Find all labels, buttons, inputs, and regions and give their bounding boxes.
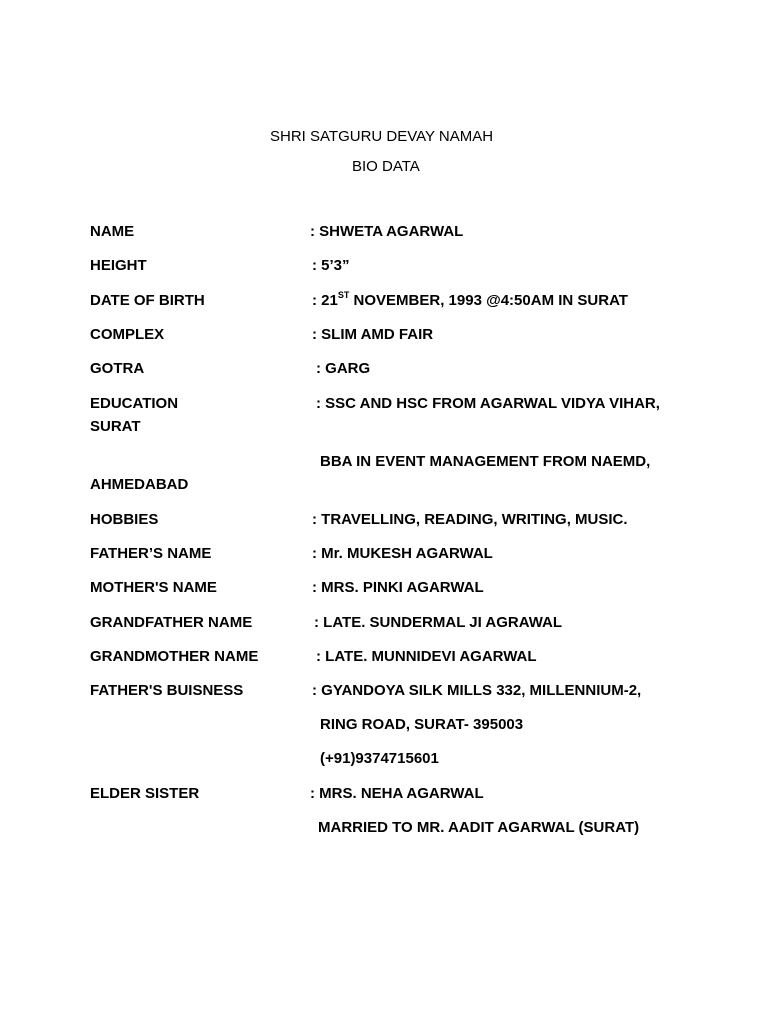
education-wrap-line2: AHMEDABAD [90, 476, 189, 493]
hobbies-label: HOBBIES [90, 511, 159, 528]
invocation-heading: SHRI SATGURU DEVAY NAMAH [270, 128, 494, 145]
father-business-label: FATHER'S BUISNESS [90, 682, 244, 699]
dob-value-rest: NOVEMBER, 1993 @4:50AM IN SURAT [349, 292, 628, 309]
elder-sister-label: ELDER SISTER [90, 785, 200, 802]
education-wrap-line1: SURAT [90, 418, 141, 435]
father-name-label: FATHER’S NAME [90, 545, 212, 562]
father-business-phone: (+91)9374715601 [320, 750, 439, 767]
page-title: BIO DATA [352, 158, 420, 175]
father-business-value-line2: RING ROAD, SURAT- 395003 [320, 716, 524, 733]
gotra-value: : GARG [316, 360, 371, 377]
complex-label: COMPLEX [90, 326, 165, 343]
elder-sister-value-line1: : MRS. NEHA AGARWAL [310, 785, 484, 802]
dob-value-ordinal: ST [337, 290, 350, 300]
complex-value: : SLIM AMD FAIR [312, 326, 434, 343]
name-value: : SHWETA AGARWAL [310, 223, 464, 240]
father-name-value: : Mr. MUKESH AGARWAL [312, 545, 493, 562]
height-value: : 5’3” [312, 257, 350, 274]
grandfather-name-value: : LATE. SUNDERMAL JI AGRAWAL [314, 614, 563, 631]
dob-value [312, 292, 628, 310]
mother-name-label: MOTHER'S NAME [90, 579, 217, 596]
father-business-value-line1: : GYANDOYA SILK MILLS 332, MILLENNIUM-2, [312, 682, 642, 699]
grandfather-name-label: GRANDFATHER NAME [90, 614, 253, 631]
gotra-label: GOTRA [90, 360, 145, 377]
grandmother-name-label: GRANDMOTHER NAME [90, 648, 259, 665]
dob-label: DATE OF BIRTH [90, 292, 205, 309]
elder-sister-value-line2: MARRIED TO MR. AADIT AGARWAL (SURAT) [318, 819, 640, 836]
education-value-line1: : SSC AND HSC FROM AGARWAL VIDYA VIHAR, [316, 395, 660, 412]
dob-value-day: : 21 [312, 292, 338, 309]
height-label: HEIGHT [90, 257, 147, 274]
grandmother-name-value: : LATE. MUNNIDEVI AGARWAL [316, 648, 537, 665]
name-label: NAME [90, 223, 135, 240]
hobbies-value: : TRAVELLING, READING, WRITING, MUSIC. [312, 511, 628, 528]
mother-name-value: : MRS. PINKI AGARWAL [312, 579, 484, 596]
education-label: EDUCATION [90, 395, 179, 412]
education-value-line2: BBA IN EVENT MANAGEMENT FROM NAEMD, [320, 453, 651, 470]
